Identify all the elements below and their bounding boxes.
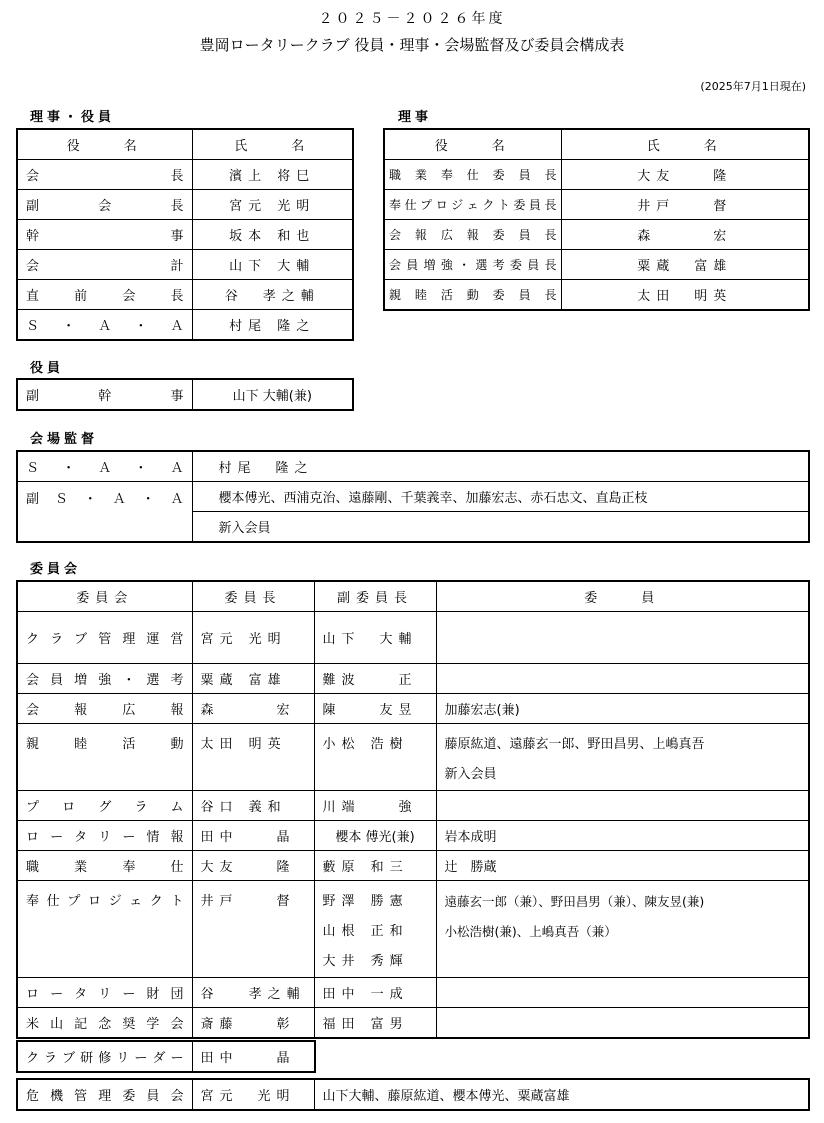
section-iinkai: 委員会	[30, 562, 82, 577]
header-role: 役 名	[17, 129, 192, 160]
chair-cell: 宮元 光明	[192, 1079, 314, 1110]
role-cell: Ｓ・Ａ・Ａ	[17, 451, 192, 482]
role-cell: 副会長	[17, 190, 192, 220]
committee-name: クラブ管理運営	[17, 612, 192, 664]
members-cell: 加藤宏志(兼)	[436, 694, 809, 724]
name-cell: 田中 晶	[192, 1041, 315, 1072]
fiscal-year: ２０２５－２０２６年度	[318, 11, 506, 27]
committee-name: 会員増強・選考	[17, 664, 192, 694]
vice-chair-line: 山根 正和	[322, 924, 409, 939]
members-cell	[436, 612, 809, 664]
as-of-date: (2025年7月1日現在)	[700, 80, 806, 93]
members-cell	[436, 724, 809, 791]
role-cell: 副幹事	[17, 379, 192, 410]
committee-name: 会報広報	[17, 694, 192, 724]
role-cell: 会員増強・選考委員長	[384, 250, 561, 280]
table-row	[17, 851, 809, 881]
role-cell: 直前会長	[17, 280, 192, 310]
name-cell: 谷 孝之輔	[192, 280, 353, 310]
name-cell: 大友 隆	[561, 160, 809, 190]
table-row	[384, 160, 809, 190]
name-cell: 濱上 将巳	[192, 160, 353, 190]
vice-chair-cell: 川端 強	[314, 791, 436, 821]
chair-cell: 森 宏	[192, 694, 314, 724]
role-cell: 危機管理委員会	[17, 1079, 192, 1110]
role-cell: 会報広報委員長	[384, 220, 561, 250]
name-cell: 井戸 督	[561, 190, 809, 220]
table-header-row	[17, 129, 353, 160]
members-cell	[436, 881, 809, 978]
committees-table	[16, 580, 810, 1039]
vice-chair-cell: 櫻本 傅光(兼)	[314, 821, 436, 851]
name-cell: 村尾 隆之	[192, 310, 353, 341]
role-cell: Ｓ・Ａ・Ａ	[17, 310, 192, 341]
chair-cell: 井戸 督	[192, 881, 314, 978]
chair-cell: 宮元 光明	[192, 612, 314, 664]
header-name: 氏 名	[192, 129, 353, 160]
table-row	[17, 724, 809, 791]
section-kaijo: 会場監督	[30, 432, 99, 447]
table-row	[17, 190, 353, 220]
directors-table	[383, 128, 810, 311]
vice-chair-cell: 小松 浩樹	[314, 724, 436, 791]
chair-cell: 谷口 義和	[192, 791, 314, 821]
name-cell: 山下 大輔(兼)	[192, 379, 353, 410]
table-row	[17, 791, 809, 821]
vice-chair-cell: 山下 大輔	[314, 612, 436, 664]
name-cell: 山下 大輔	[192, 250, 353, 280]
members-cell: 山下大輔、藤原紘道、櫻本傅光、粟蔵富雄	[314, 1079, 809, 1110]
table-row	[17, 451, 809, 482]
table-row	[17, 664, 809, 694]
member-line: 新入会員	[444, 767, 497, 782]
name-cell: 村尾 隆之	[192, 451, 809, 482]
table-row	[17, 881, 809, 978]
chair-cell: 田中 晶	[192, 821, 314, 851]
table-row	[17, 1041, 315, 1072]
vice-chair-cell	[314, 881, 436, 978]
table-row	[17, 220, 353, 250]
role-cell: 親睦活動委員長	[384, 280, 561, 311]
table-row	[17, 160, 353, 190]
section-yakuin: 役員	[30, 361, 65, 376]
committee-name: 米山記念奨学会	[17, 1008, 192, 1039]
training-leader-table	[16, 1040, 316, 1073]
table-row	[17, 694, 809, 724]
committee-name: ロータリー財団	[17, 978, 192, 1008]
section-riji-yakuin: 理事・役員	[30, 110, 116, 125]
members-cell	[436, 1008, 809, 1039]
officers-table	[16, 128, 354, 341]
name-cell: 森 宏	[561, 220, 809, 250]
name-cell: 坂本 和也	[192, 220, 353, 250]
page-title: 豊岡ロータリークラブ 役員・理事・会場監督及び委員会構成表	[199, 36, 625, 54]
member-line: 藤原紘道、遠藤玄一郎、野田昌男、上嶋真吾	[444, 737, 705, 752]
vice-chair-cell: 藪原 和三	[314, 851, 436, 881]
role-cell: クラブ研修リーダー	[17, 1041, 192, 1072]
members-cell: 岩本成明	[436, 821, 809, 851]
vice-chair-line: 野澤 勝憲	[322, 894, 409, 909]
committee-name: 親睦活動	[17, 724, 192, 791]
vice-chair-cell: 難波 正	[314, 664, 436, 694]
crisis-management-table	[16, 1078, 810, 1111]
table-header-row	[384, 129, 809, 160]
name-cell: 櫻本傅光、西浦克治、遠藤剛、千葉義幸、加藤宏志、赤石忠文、直島正枝	[192, 482, 809, 512]
table-row	[384, 220, 809, 250]
role-cell: 奉仕プロジェクト委員長	[384, 190, 561, 220]
header-members: 委 員	[436, 581, 809, 612]
table-row	[17, 1079, 809, 1110]
members-cell	[436, 664, 809, 694]
table-row	[17, 250, 353, 280]
header-role: 役 名	[384, 129, 561, 160]
chair-cell: 谷 孝之輔	[192, 978, 314, 1008]
name-cell: 太田 明英	[561, 280, 809, 311]
table-row	[17, 379, 353, 410]
header-name: 氏 名	[561, 129, 809, 160]
chair-cell: 太田 明英	[192, 724, 314, 791]
members-cell: 辻 勝蔵	[436, 851, 809, 881]
committee-name: 奉仕プロジェクト	[17, 881, 192, 978]
role-cell: 副Ｓ・Ａ・Ａ	[17, 482, 192, 543]
table-row	[384, 250, 809, 280]
members-cell	[436, 791, 809, 821]
table-row	[17, 310, 353, 341]
table-row	[17, 1008, 809, 1039]
chair-cell: 斎藤 彰	[192, 1008, 314, 1039]
header-chair: 委員長	[192, 581, 314, 612]
table-row	[17, 821, 809, 851]
role-cell: 職業奉仕委員長	[384, 160, 561, 190]
vice-chair-cell: 陳 友昱	[314, 694, 436, 724]
table-row	[17, 280, 353, 310]
venue-supervisors-table	[16, 450, 810, 543]
table-row	[17, 482, 809, 512]
vice-secretary-table	[16, 378, 354, 411]
section-riji: 理事	[398, 110, 433, 125]
role-cell: 会計	[17, 250, 192, 280]
header-vice-chair: 副委員長	[314, 581, 436, 612]
name-cell: 宮元 光明	[192, 190, 353, 220]
table-header-row	[17, 581, 809, 612]
vice-chair-line: 大井 秀輝	[322, 954, 409, 969]
name-cell: 粟蔵 富雄	[561, 250, 809, 280]
vice-chair-cell: 福田 富男	[314, 1008, 436, 1039]
member-line: 遠藤玄一郎（兼）、野田昌男（兼）、陳友昱(兼)	[444, 894, 705, 909]
table-row	[17, 978, 809, 1008]
chair-cell: 粟蔵 富雄	[192, 664, 314, 694]
committee-name: プログラム	[17, 791, 192, 821]
role-cell: 幹事	[17, 220, 192, 250]
vice-chair-cell: 田中 一成	[314, 978, 436, 1008]
committee-name: 職業奉仕	[17, 851, 192, 881]
table-row	[17, 612, 809, 664]
committee-name: ロータリー情報	[17, 821, 192, 851]
role-cell: 会長	[17, 160, 192, 190]
chair-cell: 大友 隆	[192, 851, 314, 881]
name-cell: 新入会員	[192, 512, 809, 543]
members-cell	[436, 978, 809, 1008]
member-line: 小松浩樹(兼)、上嶋真吾（兼）	[444, 924, 617, 939]
table-row	[384, 280, 809, 311]
header-committee: 委員会	[17, 581, 192, 612]
table-row	[384, 190, 809, 220]
